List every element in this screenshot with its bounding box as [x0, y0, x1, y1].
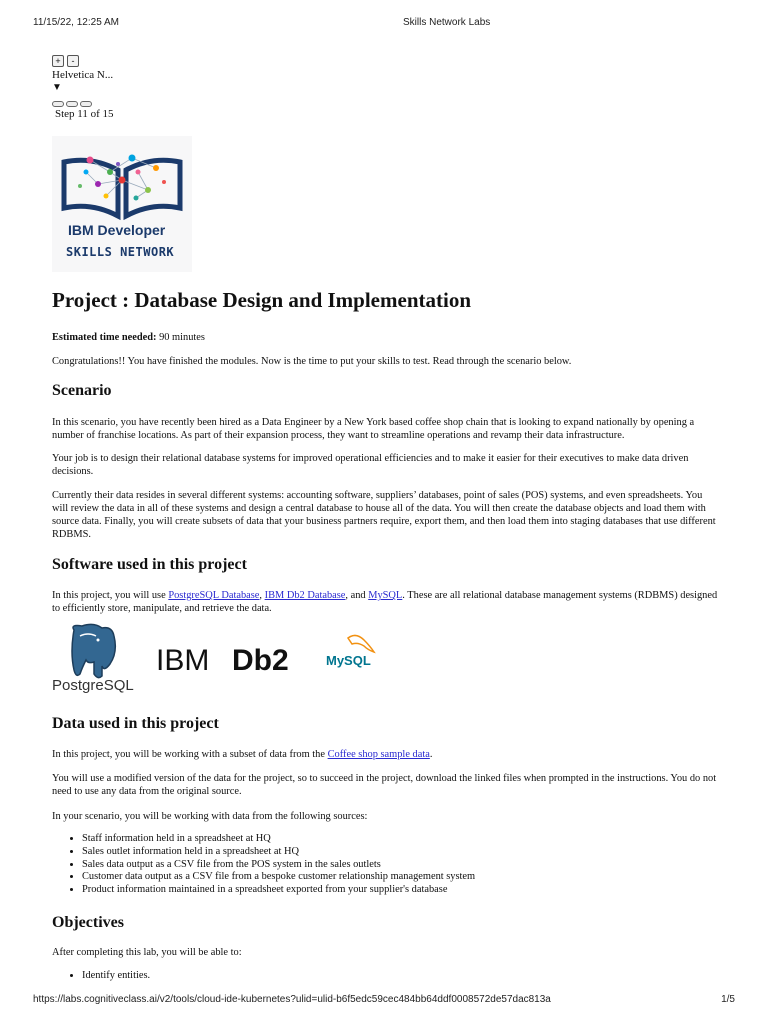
estimated-time-label: Estimated time needed: [52, 332, 157, 343]
step-menu-button[interactable] [66, 101, 78, 107]
software-text-sep2: , and [345, 590, 369, 601]
mysql-link[interactable]: MySQL [368, 590, 403, 601]
list-item: • Sales data output as a CSV file from the POS system in the sales outlets [82, 859, 475, 872]
ibm-db2-link[interactable]: IBM Db2 Database [264, 590, 346, 601]
estimated-time-value: 90 minutes [156, 332, 205, 343]
list-item: • Customer data output as a CSV file from a bespoke customer relationship management system [82, 871, 475, 884]
data-text-post: . [429, 749, 433, 760]
list-item: • Staff information held in a spreadsheet at HQ [82, 833, 475, 846]
step-navigation [52, 101, 92, 107]
step-indicator: Step 11 of 15 [55, 108, 114, 120]
list-item: • Identify entities. [82, 970, 150, 983]
svg-text:Db2: Db2 [232, 644, 289, 677]
scenario-heading: Scenario [52, 382, 112, 399]
postgresql-elephant-icon [72, 624, 115, 677]
software-heading: Software used in this project [52, 556, 247, 573]
chevron-down-icon[interactable]: ▼ [52, 82, 62, 93]
database-logos [52, 622, 382, 694]
data-heading: Data used in this project [52, 715, 219, 732]
data-paragraph-2: You will use a modified version of the data for the project, so to succeed in the project, download the linked files when prompted in the instructions. You do not need to use any data from the original source. [52, 773, 717, 797]
objectives-heading: Objectives [52, 914, 124, 931]
data-paragraph-1 [52, 748, 720, 761]
data-text-pre: In this project, you will be working with a subset of data from the [52, 749, 328, 760]
software-text-sep1: , [259, 590, 265, 601]
print-url: https://labs.cognitiveclass.ai/v2/tools/cloud-ide-kubernetes?ulid=ulid-b6f5edc59cec484bb64ddf0008572de57dac813a [33, 994, 551, 1005]
zoom-out-button[interactable]: - [67, 55, 79, 67]
scenario-paragraph-2: Your job is to design their relational database systems for improved operational efficiencies and to make it easier for their executives to make data driven decisions. [52, 453, 689, 477]
scenario-paragraph-3: Currently their data resides in several different systems: accounting software, suppliers’ databases, point of sales (POS) systems, and even spreadsheets. You will review the data in all of these systems and design a central database to house all of the data. You will then create the database objects and load them with source data. Finally, you will create subsets of data that your business partners require, export them, and then load them into staging databases that use different RDBMS. [52, 490, 716, 540]
font-select[interactable]: Helvetica N... [52, 69, 114, 81]
logo-text-skills-network: SKILLS NETWORK [66, 245, 175, 259]
software-text-post: . These are all relational database management systems (RDBMS) designed to efficiently store, manipulate, and retrieve the data. [52, 590, 718, 614]
step-prev-button[interactable] [52, 101, 64, 107]
database-logos-graphic [52, 622, 382, 694]
print-date: 11/15/22, 12:25 AM [33, 17, 119, 28]
svg-text:PostgreSQL: PostgreSQL [52, 677, 134, 694]
postgresql-link[interactable]: PostgreSQL Database [168, 590, 260, 601]
list-item: • Product information maintained in a spreadsheet exported from your supplier's database [82, 884, 475, 897]
svg-text:MySQL: MySQL [326, 653, 371, 668]
print-title: Skills Network Labs [403, 17, 491, 28]
estimated-time [52, 331, 720, 344]
page-title: Project : Database Design and Implementation [52, 288, 471, 312]
zoom-controls [52, 55, 79, 67]
svg-text:IBM: IBM [156, 644, 210, 677]
intro-text: Congratulations!! You have finished the modules. Now is the time to put your skills to test. Read through the scenario below. [52, 356, 572, 367]
print-page-number: 1/5 [721, 994, 735, 1005]
objectives-intro: After completing this lab, you will be able to: [52, 947, 242, 958]
logo-text-ibm-developer: IBM Developer [68, 222, 166, 238]
data-paragraph-3: In your scenario, you will be working with data from the following sources: [52, 811, 368, 822]
coffee-shop-data-link[interactable]: Coffee shop sample data [327, 749, 430, 760]
list-item: • Sales outlet information held in a spreadsheet at HQ [82, 846, 475, 859]
zoom-in-button[interactable]: + [52, 55, 64, 67]
software-text-pre: In this project, you will use [52, 590, 169, 601]
software-paragraph [52, 589, 720, 615]
objectives-list [52, 970, 150, 983]
data-sources-list [52, 833, 475, 897]
step-next-button[interactable] [80, 101, 92, 107]
scenario-paragraph-1: In this scenario, you have recently been hired as a Data Engineer by a New York based coffee shop chain that is looking to expand nationally by opening a number of franchise locations. As part of their expansion process, they want to streamline operations and revamp their data infrastructure. [52, 417, 695, 441]
mysql-dolphin-icon [348, 635, 374, 652]
